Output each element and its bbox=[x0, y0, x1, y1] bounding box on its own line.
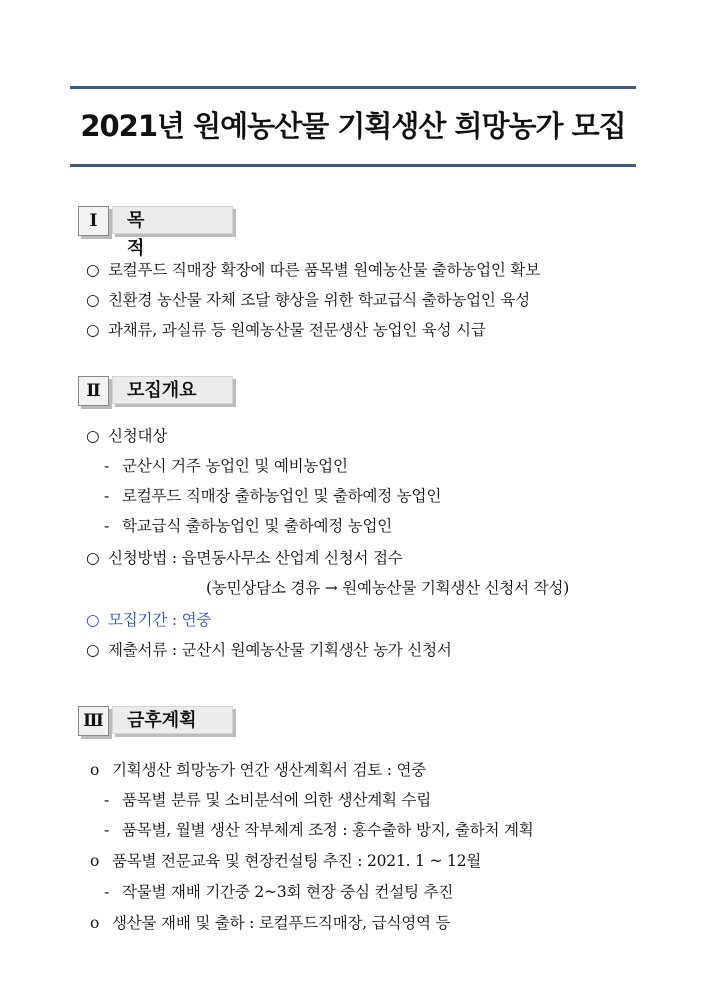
title-top-rule bbox=[70, 86, 636, 89]
list-item: - 품목별 분류 및 소비분석에 의한 생산계획 수립 bbox=[104, 791, 432, 809]
list-item: ○ 신청방법 : 읍면동사무소 산업계 신청서 접수 bbox=[86, 549, 403, 567]
section-2-label: 모집개요 bbox=[112, 376, 233, 404]
section-2-number: Ⅱ bbox=[78, 376, 109, 406]
title-box bbox=[70, 86, 636, 167]
list-item: ○ 로컬푸드 직매장 확장에 따른 품목별 원예농산물 출하농업인 확보 bbox=[86, 261, 540, 279]
list-item: - 품목별, 월별 생산 작부체계 조정 : 홍수출하 방지, 출하처 계획 bbox=[104, 821, 534, 839]
list-item: o 생산물 재배 및 출하 : 로컬푸드직매장, 급식영역 등 bbox=[90, 914, 451, 932]
list-item: ○ 신청대상 bbox=[86, 427, 168, 445]
list-item: o 품목별 전문교육 및 현장컨설팅 추진 : 2021. 1 ~ 12월 bbox=[90, 852, 482, 870]
list-item: - 군산시 거주 농업인 및 예비농업인 bbox=[104, 457, 348, 475]
list-item: ○ 친환경 농산물 자체 조달 향상을 위한 학교급식 출하농업인 육성 bbox=[86, 291, 530, 309]
section-3-number: Ⅲ bbox=[78, 706, 109, 736]
page-title: 2021년 원예농산물 기획생산 희망농가 모집 bbox=[80, 109, 626, 143]
list-item: - 학교급식 출하농업인 및 출하예정 농업인 bbox=[104, 517, 393, 535]
section-3-label: 금후계획 bbox=[112, 706, 233, 734]
list-item: ○ 제출서류 : 군산시 원예농산물 기획생산 농가 신청서 bbox=[86, 641, 452, 659]
list-item-continuation: (농민상담소 경유 → 원예농산물 기획생산 신청서 작성) bbox=[206, 579, 570, 597]
list-item-highlighted: ○ 모집기간 : 연중 bbox=[86, 611, 212, 629]
list-item: o 기획생산 희망농가 연간 생산계획서 검토 : 연중 bbox=[90, 761, 427, 779]
list-item: - 로컬푸드 직매장 출하농업인 및 출하예정 농업인 bbox=[104, 487, 442, 505]
section-1-label: 목 적 bbox=[112, 206, 233, 234]
section-1-number: Ⅰ bbox=[78, 206, 109, 236]
list-item: ○ 과채류, 과실류 등 원예농산물 전문생산 농업인 육성 시급 bbox=[86, 321, 486, 339]
title-bottom-rule bbox=[70, 164, 636, 167]
list-item: - 작물별 재배 기간중 2~3회 현장 중심 컨설팅 추진 bbox=[104, 883, 454, 901]
